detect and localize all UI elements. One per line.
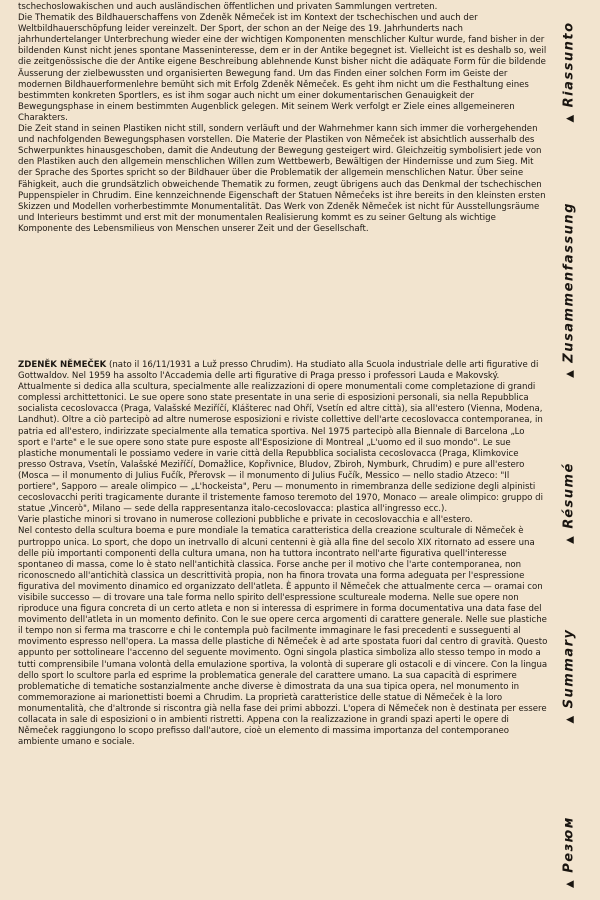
sidebar-label-summary — [562, 628, 577, 723]
sidebar-label-zusammenfassung — [562, 202, 577, 378]
sidebar-label-rezyum — [562, 816, 577, 888]
italian-section — [18, 360, 548, 748]
triangle-icon: ▲ — [564, 368, 576, 378]
triangle-icon: ▲ — [564, 113, 576, 123]
german-paragraph: Die Thematik des Bildhauerschaffens von Zdeněk Němeček ist im Kontext der tschechischen und auch der Weltbildhauerschöpfung leider vereinzelt. Der Sport, der schon an der Neige des 19. Jahrhunderts nach jahrhundertelanger Unterbrechung wieder eine der wichtigen Komponenten menschlicher Kultur wurde, fand bisher in der bildenden Kunst nicht jenes spontane Masseninteresse, dem er in der Antike begegnet ist. Vielleicht ist es deshalb so, weil die zeitgenössische die der Antike eigene Beschreibung ablehnende Kunst bisher nicht die adäquate Form für die bildende Äusserung der zielbewussten und organisierten Bewegung fand. Um das Finden einer solchen Form im Geiste der modernen Bildhauerformenlehre bemüht sich mit Erfolg Zdeněk Němeček. Es geht ihm nicht um die Festhaltung eines bestimmten konkreten Sportlers, es ist ihm sogar auch nicht um einer dokumentarischen Genauigkeit der Bewegungsphase in einem bestimmten Augenblick gelegen. Mit seinem Werk verfolgt er Ziele eines allgemeineren Charakters. — [18, 13, 547, 123]
german-section — [18, 2, 548, 334]
sidebar-label-text: Summary — [561, 628, 577, 709]
sidebar-label-text: Zusammenfassung — [561, 202, 577, 363]
triangle-icon: ▲ — [564, 878, 576, 888]
german-paragraph: Die Zeit stand in seinen Plastiken nicht still, sondern verläuft und der Wahrnehmer kann sich immer die vorhergehenden und nachfolgenden Bewegungsphasen vorstellen. Die Materie der Plastiken von Němeček ist absichtlich ausserhalb des Schwerpunktes hinausgeschoben, damit die Andeutung der Bewegung gesteigert wird. Gleichzeitig symbolisiert jede von den Plastiken auch den allgemein menschlichen Willen zum Wettbewerb, Bewältigen der Hindernisse und zum Sieg. Mit der Sprache des Sportes spricht so der Bildhauer über die Problematik der allgemein menschlichen Natur. Über seine Fähigkeit, auch die grundsätzlich obweichende Thematik zu formen, zeugt übrigens auch das Denkmal der tschechischen Puppenspieler in Chrudim. Eine kennzeichnende Eigenschaft der Statuen Němečeks ist ihre bereits in den kleinsten ersten Skizzen und Modellen vorherbestimmte Monumentalität. Das Werk von Zdeněk Němeček ist nicht für Ausstellungsräume und Interieurs bestimmt und erst mit der monumentalen Realisierung kommt es zu seiner Geltung als wichtige Komponente des Lebensmilieus von Menschen unserer Zeit und der Gesellschaft. — [18, 124, 546, 234]
italian-paragraph — [18, 360, 548, 515]
text-column — [18, 2, 548, 748]
sidebar-label-text: Résumé — [561, 462, 577, 529]
sidebar-label-riassunto — [562, 21, 577, 122]
italian-lead-name: ZDENĚK NĚMEČEK — [18, 360, 107, 370]
sidebar-label-text: Резюм — [561, 816, 577, 873]
language-sidebar — [552, 0, 586, 900]
sidebar-label-resume — [562, 462, 577, 544]
italian-paragraph-text: (nato il 16/11/1931 a Luž presso Chrudim). Ha studiato alla Scuola industriale delle arti figurative di Gottwaldov. Nel 1959 ha assolto l'Accademia delle arti figurative di Praga presso i professori Lauda e Makovský. Attualmente si dedica alla scultura, specialmente alle realizzazioni di opere monumentali come completazione di grandi complessi archittettonici. Le sue opere sono state presentate in una serie di esposizioni personali, sia nella Repubblica socialista cecoslovacca (Praga, Valašské Meziříčí, Klášterec nad Ohří, Vsetín ed altre città), sia all'estero (Vienna, Modena, Landhut). Oltre a ciò partecipò ad altre numerose esposizioni e riviste collettive dell'arte cecoslovacca contemporanea, in patria ed all'estero, indirizzate specialmente alla tematica sportiva. Nel 1975 partecipò alla Biennale di Barcelona „Lo sport e l'arte" e le sue opere sono state pure esposte all'Esposizione di Montreal „L'uomo ed il suo mondo". Le sue plastiche monumentali le possiamo vedere in varie città della Repubblica socialista cecoslovacca (Praga, Klimkovice presso Ostrava, Vsetín, Valašské Meziříčí, Domažlice, Kopřivnice, Bludov, Zbiroh, Nymburk, Chrudim) e pure all'estero (Mosca — il monumento di Julius Fučík, Přerovsk — il monumento di Julius Fučík, Messico — nello stadio Atzeco: "Il portiere", Sapporo — areale olimpico — „L'hockeista", Peru — monumento in rimembranza delle sedizione degli alpinisti cecoslovacchi periti tragicamente durante il tristemente famoso teremoto del 1970, Monaco — areale olimpico: gruppo di statue „Vincerò", Milano — sede della rappresentanza italo-cecoslovacca: plastica all'ingresso ecc.). — [18, 360, 543, 515]
german-paragraph: tschechoslowakischen und auch ausländischen öffentlichen und privaten Sammlungen vertreten. — [18, 2, 438, 12]
triangle-icon: ▲ — [564, 534, 576, 544]
sidebar-label-text: Riassunto — [561, 21, 577, 108]
triangle-icon: ▲ — [564, 714, 576, 724]
italian-paragraph: Nel contesto della scultura boema e pure mondiale la tematica caratteristica della creazione sculturale di Němeček è purtroppo unica. Lo sport, che dopo un inetrvallo di alcuni centenni è già alla fine del secolo XIX ritornato ad essere una delle più importanti componenti della cultura umana, non ha tuttora incontrato nell'arte figurativa quell'interesse spontaneo di massa, come lo è stato nell'antichità classica. Forse anche per il motivo che l'arte contemporanea, non riconoscnedo all'antichità classica un descrittività propia, non ha finora trovata una forma adeguata per l'espressione figurativa del movimento dinamico ed organizzato dell'atleta. È appunto il Němeček che attualmente cerca — oramai con visibile successo — di trovare una tale forma nello spirito dell'espressione scultureale moderna. Nelle sue opere non riproduce una figura concreta di un certo atleta e non si interessa di esprimere in forma documentativa una data fase del movimento dell'atleta in un momento definito. Con le sue opere cerca argomenti di carattere generale. Nelle sue plastiche il tempo non si ferma ma trascorre e chi le contempla può facilmente immaginare le fasi precedenti e susseguenti al movimento espresso nell'opera. La massa delle plastiche di Němeček è ad arte spostata fuori dal centro di gravità. Questo appunto per sottolineare l'accenno del seguente movimento. Ogni singola plastica simboliza allo stesso tempo in modo a tutti comprensibile l'umana volontà della emulazione sportiva, la volontà di superare gli ostacoli e di vincere. Con la lingua dello sport lo scultore parla ed esprime la problematica generale del carattere umano. La sua capacità di esprimere problematiche di tematiche sostanzialmente anche diverse è dimostrata da una sua tipica opera, nel monumento in commemorazione ai marionettisti boemi a Chrudim. La proprietà caratteristice delle statue di Němeček è la loro monumentalità, che d'altronde si riscontra già nella fase dei primi abbozzi. L'opera di Němeček non è destinata per essere collacata in sale di esposizioni o in ambienti ristretti. Appena con la realizzazione in grandi spazi aperti le opere di Němeček raggiungono lo scopo prefisso dall'autore, cioè un elemento di massima importanza del contemporaneo ambiente umano e sociale. — [18, 526, 548, 748]
italian-paragraph: Varie plastiche minori si trovano in numerose collezioni pubbliche e private in cecoslovacchia e all'estero. — [18, 515, 473, 526]
